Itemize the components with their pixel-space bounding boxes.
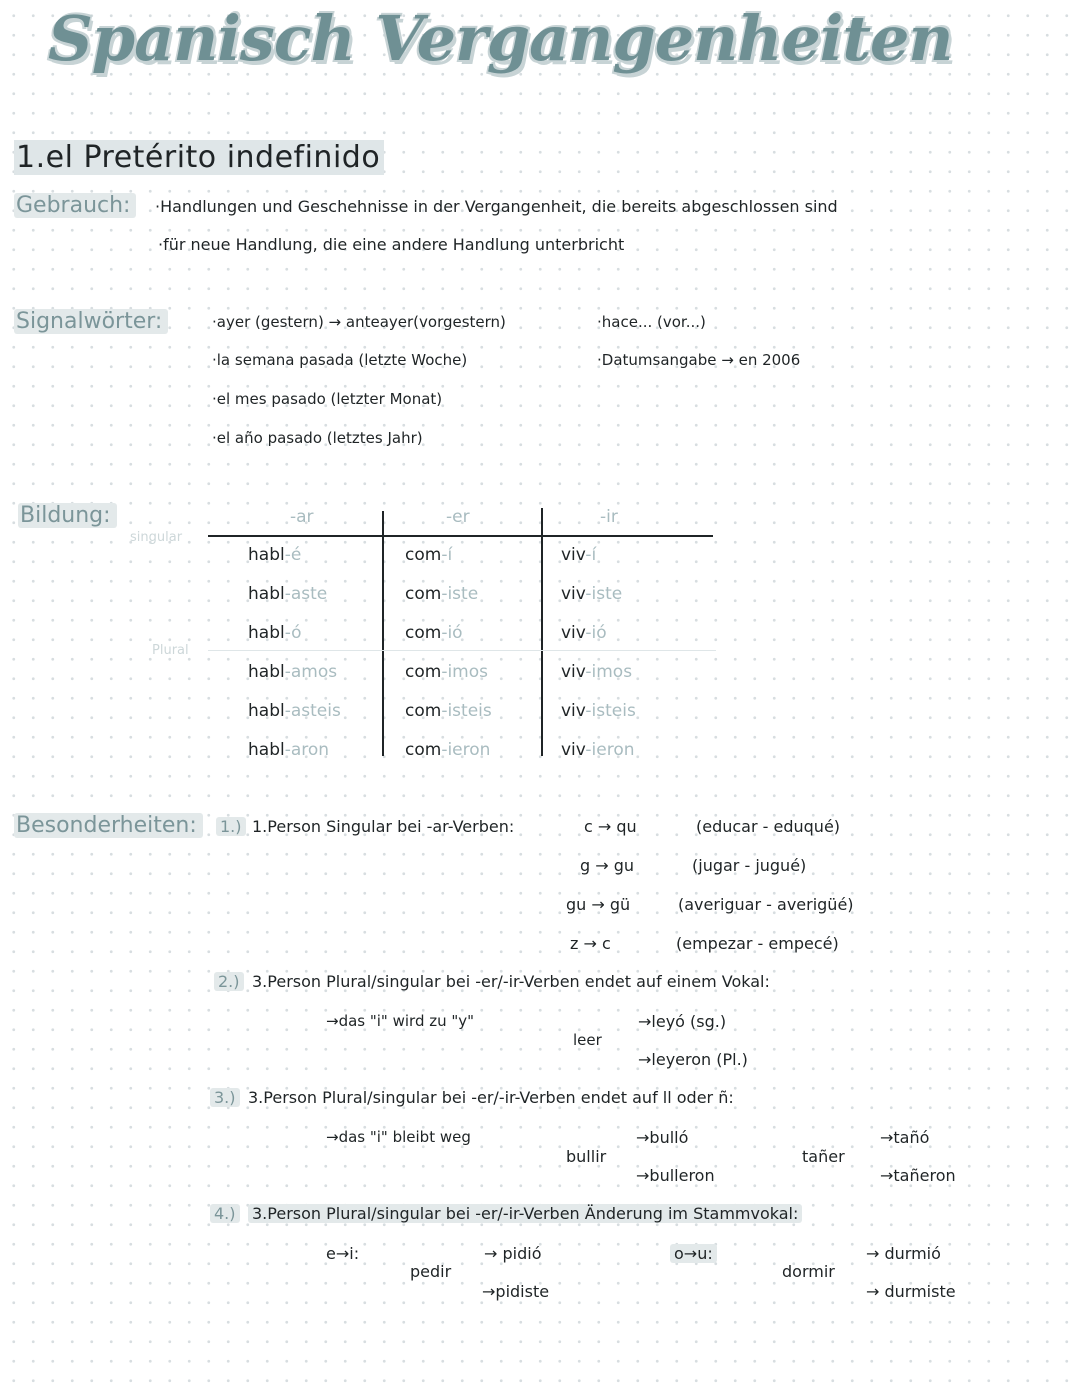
signal-left-1: ·ayer (gestern) → anteayer(vorgestern) [212, 313, 506, 331]
bildung-label-text: Bildung: [18, 503, 117, 528]
page-title: Spanisch Vergangenheiten [48, 2, 953, 75]
rule-2-change: g → gu [580, 856, 635, 875]
table-cell-ar-3 [248, 623, 302, 643]
table-cell-ir-2 [561, 584, 622, 604]
signal-left-2: ·la semana pasada (letzte Woche) [212, 351, 468, 369]
table-cell-er-6 [405, 740, 490, 760]
stem: habl [248, 662, 285, 682]
special-3-verb-2: tañer [802, 1147, 845, 1166]
special-3-verb-1: bullir [566, 1147, 607, 1166]
ending: -amos [284, 662, 338, 682]
special-2-form-sg: →leyó (sg.) [638, 1012, 727, 1031]
rule-2-example: (jugar - jugué) [692, 856, 807, 875]
singular-plural-divider [208, 650, 716, 651]
table-cell-ar-2 [248, 584, 327, 604]
singular-label: singular [130, 530, 183, 545]
ending: -ieron [441, 740, 491, 760]
ending: -ió [441, 623, 463, 643]
special-4-change-1: e→i: [326, 1244, 360, 1263]
signal-right-1: ·hace... (vor...) [597, 313, 706, 331]
bildung-label [18, 503, 117, 528]
special-4-verb-1: pedir [410, 1262, 452, 1281]
special-2-form-pl: →leyeron (Pl.) [638, 1050, 748, 1069]
special-2-verb: leer [573, 1031, 602, 1049]
stem: viv [561, 701, 586, 721]
stem: com [405, 545, 442, 565]
usage-line-2: ·für neue Handlung, die eine andere Handlung unterbricht [158, 235, 625, 254]
stem: viv [561, 584, 586, 604]
table-cell-ir-4 [561, 662, 632, 682]
ending: -ó [284, 623, 302, 643]
ending: -é [284, 545, 302, 565]
table-cell-ir-3 [561, 623, 607, 643]
table-cell-er-4 [405, 662, 488, 682]
special-4-verb-2: dormir [782, 1262, 835, 1281]
stem: com [405, 584, 442, 604]
stem: habl [248, 584, 285, 604]
special-2-note: →das "i" wird zu "y" [326, 1012, 475, 1030]
stem: habl [248, 740, 285, 760]
section-heading [14, 140, 384, 175]
stem: viv [561, 662, 586, 682]
col-header-ir: -ir [600, 507, 618, 527]
ending: -aron [284, 740, 330, 760]
stem: habl [248, 701, 285, 721]
table-cell-ar-6 [248, 740, 329, 760]
special-3-number [210, 1088, 240, 1107]
rule-4-change: z → c [570, 934, 611, 953]
table-divider-2 [541, 508, 543, 756]
ending: -í [585, 545, 597, 565]
special-3-form-1b: →bulleron [636, 1166, 715, 1185]
stem: viv [561, 623, 586, 643]
table-cell-ir-5 [561, 701, 636, 721]
rule-1-example: (educar - eduqué) [696, 817, 841, 836]
stem: viv [561, 740, 586, 760]
special-3-form-1a: →bulló [636, 1128, 689, 1147]
signal-right-2: ·Datumsangabe → en 2006 [597, 351, 801, 369]
col-header-er: -er [446, 507, 470, 527]
stem: viv [561, 545, 586, 565]
stem: habl [248, 623, 285, 643]
stem: com [405, 740, 442, 760]
stem: habl [248, 545, 285, 565]
special-2-number-text: 2.) [214, 972, 244, 991]
table-cell-ir-6 [561, 740, 635, 760]
ending: -isteis [585, 701, 636, 721]
usage-label [14, 193, 136, 218]
special-label [14, 813, 203, 838]
table-cell-ar-1 [248, 545, 301, 565]
table-header-rule [208, 535, 713, 537]
special-4-change-2-text: o→u: [670, 1244, 717, 1263]
special-3-form-2a: →tañó [880, 1128, 930, 1147]
table-cell-er-3 [405, 623, 463, 643]
table-cell-er-2 [405, 584, 478, 604]
special-3-form-2b: →tañeron [880, 1166, 956, 1185]
special-4-form-1b: →pidiste [482, 1282, 550, 1301]
table-cell-ir-1 [561, 545, 596, 565]
special-1-number [216, 817, 246, 836]
ending: -imos [441, 662, 488, 682]
rule-3-example: (averiguar - averigüé) [678, 895, 854, 914]
usage-line-1: ·Handlungen und Geschehnisse in der Vergangenheit, die bereits abgeschlossen sind [155, 197, 838, 216]
special-3-text: 3.Person Plural/singular bei -er/-ir-Verben endet auf ll oder ñ: [248, 1088, 734, 1107]
table-cell-ar-5 [248, 701, 341, 721]
signal-left-4: ·el año pasado (letztes Jahr) [212, 429, 423, 447]
special-2-text: 3.Person Plural/singular bei -er/-ir-Verben endet auf einem Vokal: [252, 972, 770, 991]
plural-label: Plural [152, 643, 189, 658]
rule-4-example: (empezar - empecé) [676, 934, 839, 953]
special-4-form-1a: → pidió [484, 1244, 542, 1263]
ending: -isteis [441, 701, 492, 721]
special-4-number-text: 4.) [210, 1204, 240, 1223]
table-cell-er-5 [405, 701, 492, 721]
rule-1-change: c → qu [584, 817, 637, 836]
ending: -imos [585, 662, 633, 682]
signal-label-text: Signalwörter: [14, 309, 168, 334]
special-3-number-text: 3.) [210, 1088, 240, 1107]
section-heading-text: 1.el Pretérito indefinido [14, 140, 384, 175]
ending: -ieron [585, 740, 635, 760]
special-1-text: 1.Person Singular bei -ar-Verben: [252, 817, 515, 836]
ending: -asteis [284, 701, 341, 721]
special-2-number [214, 972, 244, 991]
usage-label-text: Gebrauch: [14, 193, 136, 218]
special-4-text [248, 1204, 802, 1223]
table-cell-er-1 [405, 545, 452, 565]
ending: -í [441, 545, 453, 565]
stem: com [405, 623, 442, 643]
special-label-text: Besonderheiten: [14, 813, 203, 838]
ending: -iste [585, 584, 623, 604]
ending: -aste [284, 584, 328, 604]
special-4-text-content: 3.Person Plural/singular bei -er/-ir-Verben Änderung im Stammvokal: [248, 1204, 802, 1223]
col-header-ar: -ar [290, 507, 314, 527]
signal-label [14, 309, 168, 334]
table-cell-ar-4 [248, 662, 337, 682]
special-3-note: →das "i" bleibt weg [326, 1128, 471, 1146]
rule-3-change: gu → gü [566, 895, 631, 914]
stem: com [405, 662, 442, 682]
special-4-number [210, 1204, 240, 1223]
ending: -ió [585, 623, 607, 643]
special-4-form-2a: → durmió [866, 1244, 941, 1263]
stem: com [405, 701, 442, 721]
special-4-form-2b: → durmiste [866, 1282, 956, 1301]
special-1-number-text: 1.) [216, 817, 246, 836]
signal-left-3: ·el mes pasado (letzter Monat) [212, 390, 443, 408]
ending: -iste [441, 584, 479, 604]
special-4-change-2 [670, 1244, 717, 1263]
table-divider-1 [382, 511, 384, 756]
